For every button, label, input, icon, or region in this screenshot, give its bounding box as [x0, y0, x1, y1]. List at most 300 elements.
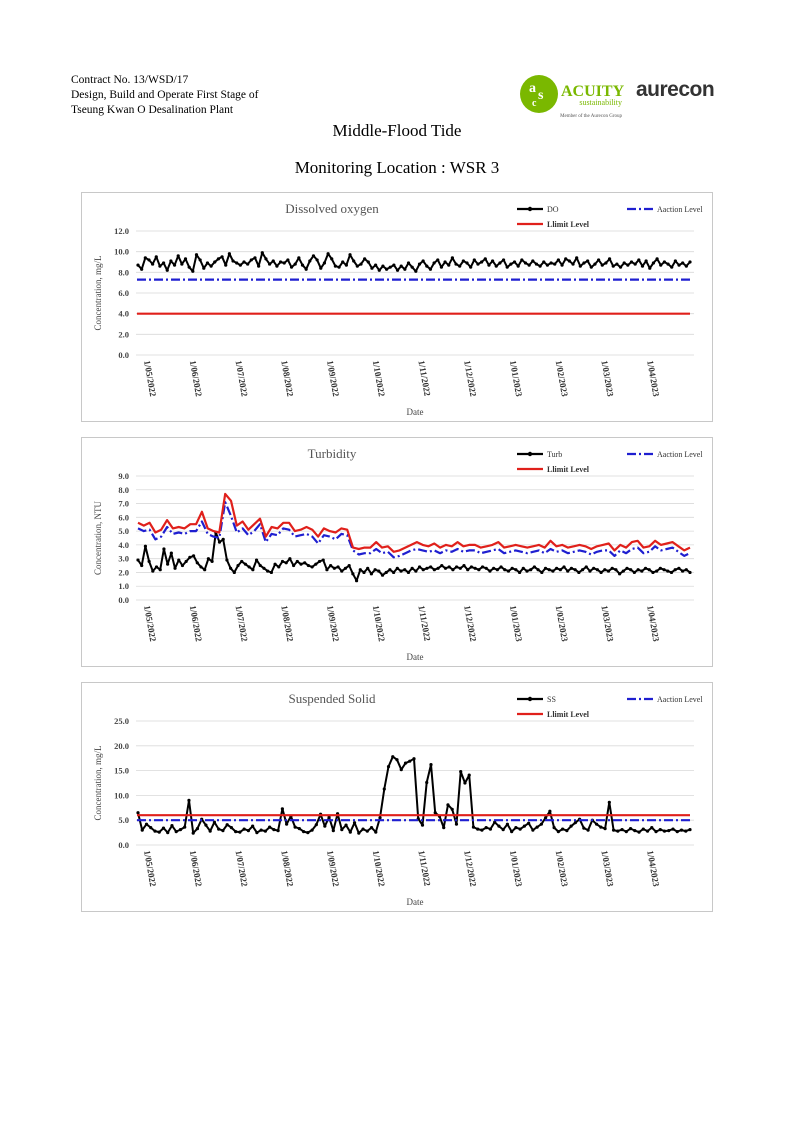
- data-point: [674, 568, 677, 571]
- data-point: [144, 545, 147, 548]
- y-tick-label: 10.0: [114, 246, 129, 257]
- data-point: [355, 579, 358, 582]
- data-point: [670, 266, 673, 269]
- data-point: [570, 825, 573, 828]
- data-point: [619, 266, 622, 269]
- data-point: [517, 265, 520, 268]
- data-point: [251, 825, 254, 828]
- data-point: [275, 265, 278, 268]
- data-point: [544, 816, 547, 819]
- data-point: [663, 260, 666, 263]
- chart-suspended-solid: [82, 683, 712, 911]
- chart-panel-suspended-solid: [81, 682, 713, 912]
- data-point: [218, 541, 221, 544]
- chart-panel-dissolved-oxygen: [81, 192, 713, 422]
- data-point: [590, 266, 593, 269]
- data-point: [555, 567, 558, 570]
- series-line-turb: [138, 533, 690, 581]
- data-point: [412, 757, 415, 760]
- data-point: [166, 563, 169, 566]
- x-tick-label: 1/08/2022: [279, 604, 296, 643]
- data-point: [281, 560, 284, 563]
- data-point: [536, 826, 539, 829]
- data-point: [297, 256, 300, 259]
- data-point: [644, 567, 647, 570]
- data-point: [625, 830, 628, 833]
- data-point: [400, 265, 403, 268]
- data-point: [173, 264, 176, 267]
- data-point: [642, 828, 645, 831]
- data-point: [433, 261, 436, 264]
- data-point: [294, 826, 297, 829]
- data-point: [566, 569, 569, 572]
- data-point: [470, 565, 473, 568]
- data-point: [507, 569, 510, 572]
- data-point: [454, 262, 457, 265]
- data-point: [677, 264, 680, 267]
- data-point: [498, 261, 501, 264]
- x-tick-label: 1/03/2023: [599, 849, 616, 888]
- data-point: [363, 257, 366, 260]
- legend-marker: [528, 452, 532, 456]
- data-point: [462, 564, 465, 567]
- data-point: [377, 569, 380, 572]
- data-point: [323, 261, 326, 264]
- data-point: [620, 828, 623, 831]
- data-point: [659, 828, 662, 831]
- data-point: [523, 825, 526, 828]
- data-point: [582, 261, 585, 264]
- data-point: [568, 259, 571, 262]
- data-point: [277, 565, 280, 568]
- data-point: [597, 258, 600, 261]
- data-point: [230, 826, 233, 829]
- data-point: [192, 554, 195, 557]
- legend-label: SS: [547, 695, 556, 704]
- data-point: [294, 262, 297, 265]
- legend-label: Aaction Level: [657, 450, 703, 459]
- data-point: [239, 264, 242, 267]
- data-point: [195, 253, 198, 256]
- y-tick-label: 2.0: [118, 329, 129, 340]
- data-point: [242, 260, 245, 263]
- data-point: [414, 569, 417, 572]
- data-point: [626, 264, 629, 267]
- data-point: [251, 568, 254, 571]
- data-point: [260, 829, 263, 832]
- data-point: [408, 760, 411, 763]
- data-point: [422, 568, 425, 571]
- data-point: [579, 265, 582, 268]
- data-point: [228, 252, 231, 255]
- data-point: [236, 564, 239, 567]
- data-point: [336, 565, 339, 568]
- y-tick-label: 8.0: [118, 267, 129, 278]
- data-point: [659, 567, 662, 570]
- acuity-logo-name: ACUITY: [561, 83, 625, 100]
- acuity-logo-member: Member of the Aurecon Group: [560, 114, 622, 119]
- data-point: [305, 268, 308, 271]
- data-point: [629, 827, 632, 830]
- data-point: [429, 268, 432, 271]
- data-point: [202, 267, 205, 270]
- x-tick-label: 1/01/2023: [507, 359, 525, 398]
- data-point: [179, 828, 182, 831]
- data-point: [322, 558, 325, 561]
- y-tick-label: 5.0: [118, 815, 129, 826]
- data-point: [332, 829, 335, 832]
- data-point: [340, 569, 343, 572]
- data-point: [684, 830, 687, 833]
- data-point: [502, 258, 505, 261]
- data-point: [378, 269, 381, 272]
- data-point: [396, 567, 399, 570]
- data-point: [472, 826, 475, 829]
- data-point: [574, 821, 577, 824]
- data-point: [153, 830, 156, 833]
- series-line-do: [138, 253, 690, 272]
- data-point: [334, 265, 337, 268]
- data-point: [221, 829, 224, 832]
- x-tick-label: 1/07/2022: [233, 359, 250, 398]
- data-point: [440, 564, 443, 567]
- data-point: [648, 568, 651, 571]
- data-point: [411, 266, 414, 269]
- chart-dissolved-oxygen: [82, 193, 712, 421]
- y-tick-label: 10.0: [114, 790, 129, 801]
- data-point: [325, 568, 328, 571]
- data-point: [588, 569, 591, 572]
- data-point: [623, 261, 626, 264]
- data-point: [510, 830, 513, 833]
- x-axis-label: Date: [406, 407, 424, 417]
- data-point: [651, 571, 654, 574]
- data-point: [333, 567, 336, 570]
- data-point: [286, 258, 289, 261]
- data-point: [169, 259, 172, 262]
- data-point: [145, 823, 148, 826]
- data-point: [206, 261, 209, 264]
- data-point: [259, 564, 262, 567]
- data-point: [499, 565, 502, 568]
- data-point: [151, 569, 154, 572]
- data-point: [477, 568, 480, 571]
- data-point: [273, 563, 276, 566]
- x-tick-label: 1/11/2022: [416, 604, 433, 642]
- data-point: [581, 568, 584, 571]
- data-point: [136, 264, 139, 267]
- data-point: [270, 571, 273, 574]
- data-point: [411, 567, 414, 570]
- data-point: [345, 264, 348, 267]
- data-point: [685, 568, 688, 571]
- data-point: [503, 568, 506, 571]
- data-point: [361, 828, 364, 831]
- data-point: [574, 568, 577, 571]
- data-point: [191, 270, 194, 273]
- y-tick-label: 12.0: [114, 226, 129, 236]
- data-point: [299, 563, 302, 566]
- data-point: [344, 567, 347, 570]
- data-point: [255, 831, 258, 834]
- limit-level-line: [138, 494, 690, 552]
- data-point: [451, 808, 454, 811]
- data-point: [348, 253, 351, 256]
- data-point: [514, 568, 517, 571]
- x-tick-label: 1/04/2023: [645, 604, 662, 643]
- data-point: [469, 266, 472, 269]
- data-point: [136, 811, 139, 814]
- y-tick-label: 7.0: [118, 498, 129, 509]
- data-point: [650, 826, 653, 829]
- data-point: [440, 266, 443, 269]
- y-tick-label: 8.0: [118, 484, 129, 495]
- legend-label: Llimit Level: [547, 220, 589, 229]
- data-point: [414, 270, 417, 273]
- x-tick-label: 1/06/2022: [187, 604, 204, 643]
- y-tick-label: 25.0: [114, 716, 129, 726]
- data-point: [443, 260, 446, 263]
- data-point: [250, 258, 253, 261]
- data-point: [671, 828, 674, 831]
- data-point: [446, 803, 449, 806]
- data-point: [140, 564, 143, 567]
- data-point: [442, 826, 445, 829]
- x-tick-label: 1/09/2022: [324, 849, 342, 888]
- x-tick-label: 1/08/2022: [279, 849, 296, 888]
- data-point: [652, 261, 655, 264]
- data-point: [285, 561, 288, 564]
- data-point: [473, 258, 476, 261]
- data-point: [188, 266, 191, 269]
- data-point: [207, 557, 210, 560]
- data-point: [484, 257, 487, 260]
- data-point: [560, 264, 563, 267]
- data-point: [481, 565, 484, 568]
- data-point: [204, 824, 207, 827]
- data-point: [612, 829, 615, 832]
- data-point: [210, 560, 213, 563]
- data-point: [352, 259, 355, 262]
- data-point: [330, 257, 333, 260]
- x-tick-label: 1/03/2023: [599, 604, 616, 643]
- data-point: [203, 568, 206, 571]
- data-point: [296, 560, 299, 563]
- svg-text:s: s: [538, 88, 544, 103]
- data-point: [158, 831, 161, 834]
- data-point: [246, 262, 249, 265]
- data-point: [492, 567, 495, 570]
- data-point: [531, 829, 534, 832]
- data-point: [341, 260, 344, 263]
- data-point: [257, 265, 260, 268]
- data-point: [436, 258, 439, 261]
- data-point: [353, 821, 356, 824]
- x-tick-label: 1/10/2022: [370, 849, 387, 888]
- data-point: [557, 258, 560, 261]
- data-point: [525, 569, 528, 572]
- data-point: [155, 565, 158, 568]
- data-point: [663, 830, 666, 833]
- data-point: [136, 558, 139, 561]
- data-point: [637, 831, 640, 834]
- data-point: [681, 261, 684, 264]
- data-point: [522, 567, 525, 570]
- data-point: [268, 826, 271, 829]
- data-point: [261, 251, 264, 254]
- data-point: [488, 569, 491, 572]
- data-point: [655, 257, 658, 260]
- legend-marker: [528, 697, 532, 701]
- data-point: [303, 561, 306, 564]
- chart-title: Turbidity: [307, 446, 357, 461]
- svg-text:c: c: [532, 98, 537, 109]
- data-point: [670, 571, 673, 574]
- data-point: [546, 264, 549, 267]
- data-point: [407, 571, 410, 574]
- data-point: [618, 572, 621, 575]
- svg-text:a: a: [529, 81, 536, 96]
- data-point: [392, 264, 395, 267]
- data-point: [527, 822, 530, 825]
- aurecon-logo: aurecon: [636, 78, 715, 101]
- y-tick-label: 6.0: [118, 288, 129, 298]
- data-point: [681, 569, 684, 572]
- data-point: [381, 574, 384, 577]
- data-point: [262, 567, 265, 570]
- x-axis-label: Date: [406, 897, 424, 907]
- chart-title: Dissolved oxygen: [285, 201, 379, 216]
- y-tick-label: 3.0: [118, 553, 129, 564]
- data-point: [688, 571, 691, 574]
- data-point: [316, 258, 319, 261]
- data-point: [308, 259, 311, 262]
- data-point: [596, 568, 599, 571]
- data-point: [495, 265, 498, 268]
- data-point: [540, 571, 543, 574]
- data-point: [529, 568, 532, 571]
- y-tick-label: 9.0: [118, 471, 129, 481]
- data-point: [518, 571, 521, 574]
- data-point: [564, 257, 567, 260]
- legend-label: Llimit Level: [547, 710, 589, 719]
- data-point: [429, 565, 432, 568]
- data-point: [244, 563, 247, 566]
- data-point: [608, 257, 611, 260]
- data-point: [222, 538, 225, 541]
- data-point: [311, 565, 314, 568]
- contract-line-3: Tseung Kwan O Desalination Plant: [71, 104, 234, 116]
- x-tick-label: 1/01/2023: [507, 849, 525, 888]
- data-point: [586, 829, 589, 832]
- data-point: [485, 826, 488, 829]
- data-point: [370, 826, 373, 829]
- location-title: Monitoring Location : WSR 3: [294, 158, 500, 177]
- data-point: [141, 829, 144, 832]
- y-tick-label: 15.0: [114, 765, 129, 776]
- data-point: [173, 567, 176, 570]
- data-point: [337, 266, 340, 269]
- data-point: [465, 261, 468, 264]
- y-tick-label: 2.0: [118, 567, 129, 578]
- data-point: [559, 568, 562, 571]
- x-tick-label: 1/01/2023: [507, 604, 525, 643]
- data-point: [466, 568, 469, 571]
- data-point: [565, 829, 568, 832]
- data-point: [562, 565, 565, 568]
- data-point: [640, 569, 643, 572]
- data-point: [540, 823, 543, 826]
- data-point: [400, 768, 403, 771]
- data-point: [162, 547, 165, 550]
- data-point: [434, 811, 437, 814]
- data-point: [582, 827, 585, 830]
- data-point: [366, 830, 369, 833]
- data-point: [374, 568, 377, 571]
- data-point: [444, 567, 447, 570]
- y-tick-label: 0.0: [118, 595, 129, 605]
- data-point: [542, 260, 545, 263]
- data-point: [362, 571, 365, 574]
- data-point: [474, 567, 477, 570]
- data-point: [148, 560, 151, 563]
- data-point: [281, 807, 284, 810]
- data-point: [451, 568, 454, 571]
- data-point: [209, 830, 212, 833]
- data-point: [170, 552, 173, 555]
- data-point: [629, 568, 632, 571]
- data-point: [326, 252, 329, 255]
- x-tick-label: 1/06/2022: [187, 849, 204, 888]
- data-point: [374, 831, 377, 834]
- data-point: [213, 260, 216, 263]
- data-point: [392, 571, 395, 574]
- data-point: [548, 810, 551, 813]
- data-point: [318, 560, 321, 563]
- data-point: [425, 567, 428, 570]
- data-point: [315, 823, 318, 826]
- data-point: [399, 569, 402, 572]
- data-point: [662, 568, 665, 571]
- data-point: [575, 256, 578, 259]
- data-point: [285, 823, 288, 826]
- y-axis-label: Concentration, NTU: [93, 501, 103, 575]
- data-point: [634, 262, 637, 265]
- data-point: [502, 828, 505, 831]
- data-point: [307, 564, 310, 567]
- data-point: [264, 257, 267, 260]
- data-point: [491, 259, 494, 262]
- data-point: [344, 824, 347, 827]
- data-point: [396, 269, 399, 272]
- data-point: [622, 569, 625, 572]
- data-point: [535, 262, 538, 265]
- data-point: [224, 264, 227, 267]
- x-tick-label: 1/11/2022: [416, 849, 433, 887]
- data-point: [585, 565, 588, 568]
- data-point: [603, 568, 606, 571]
- y-tick-label: 0.0: [118, 350, 129, 360]
- legend-label: DO: [547, 205, 559, 214]
- x-tick-label: 1/09/2022: [324, 604, 342, 643]
- x-tick-label: 1/05/2022: [142, 604, 159, 643]
- data-point: [648, 267, 651, 270]
- data-point: [549, 261, 552, 264]
- data-point: [188, 556, 191, 559]
- data-point: [513, 260, 516, 263]
- data-point: [329, 564, 332, 567]
- data-point: [199, 258, 202, 261]
